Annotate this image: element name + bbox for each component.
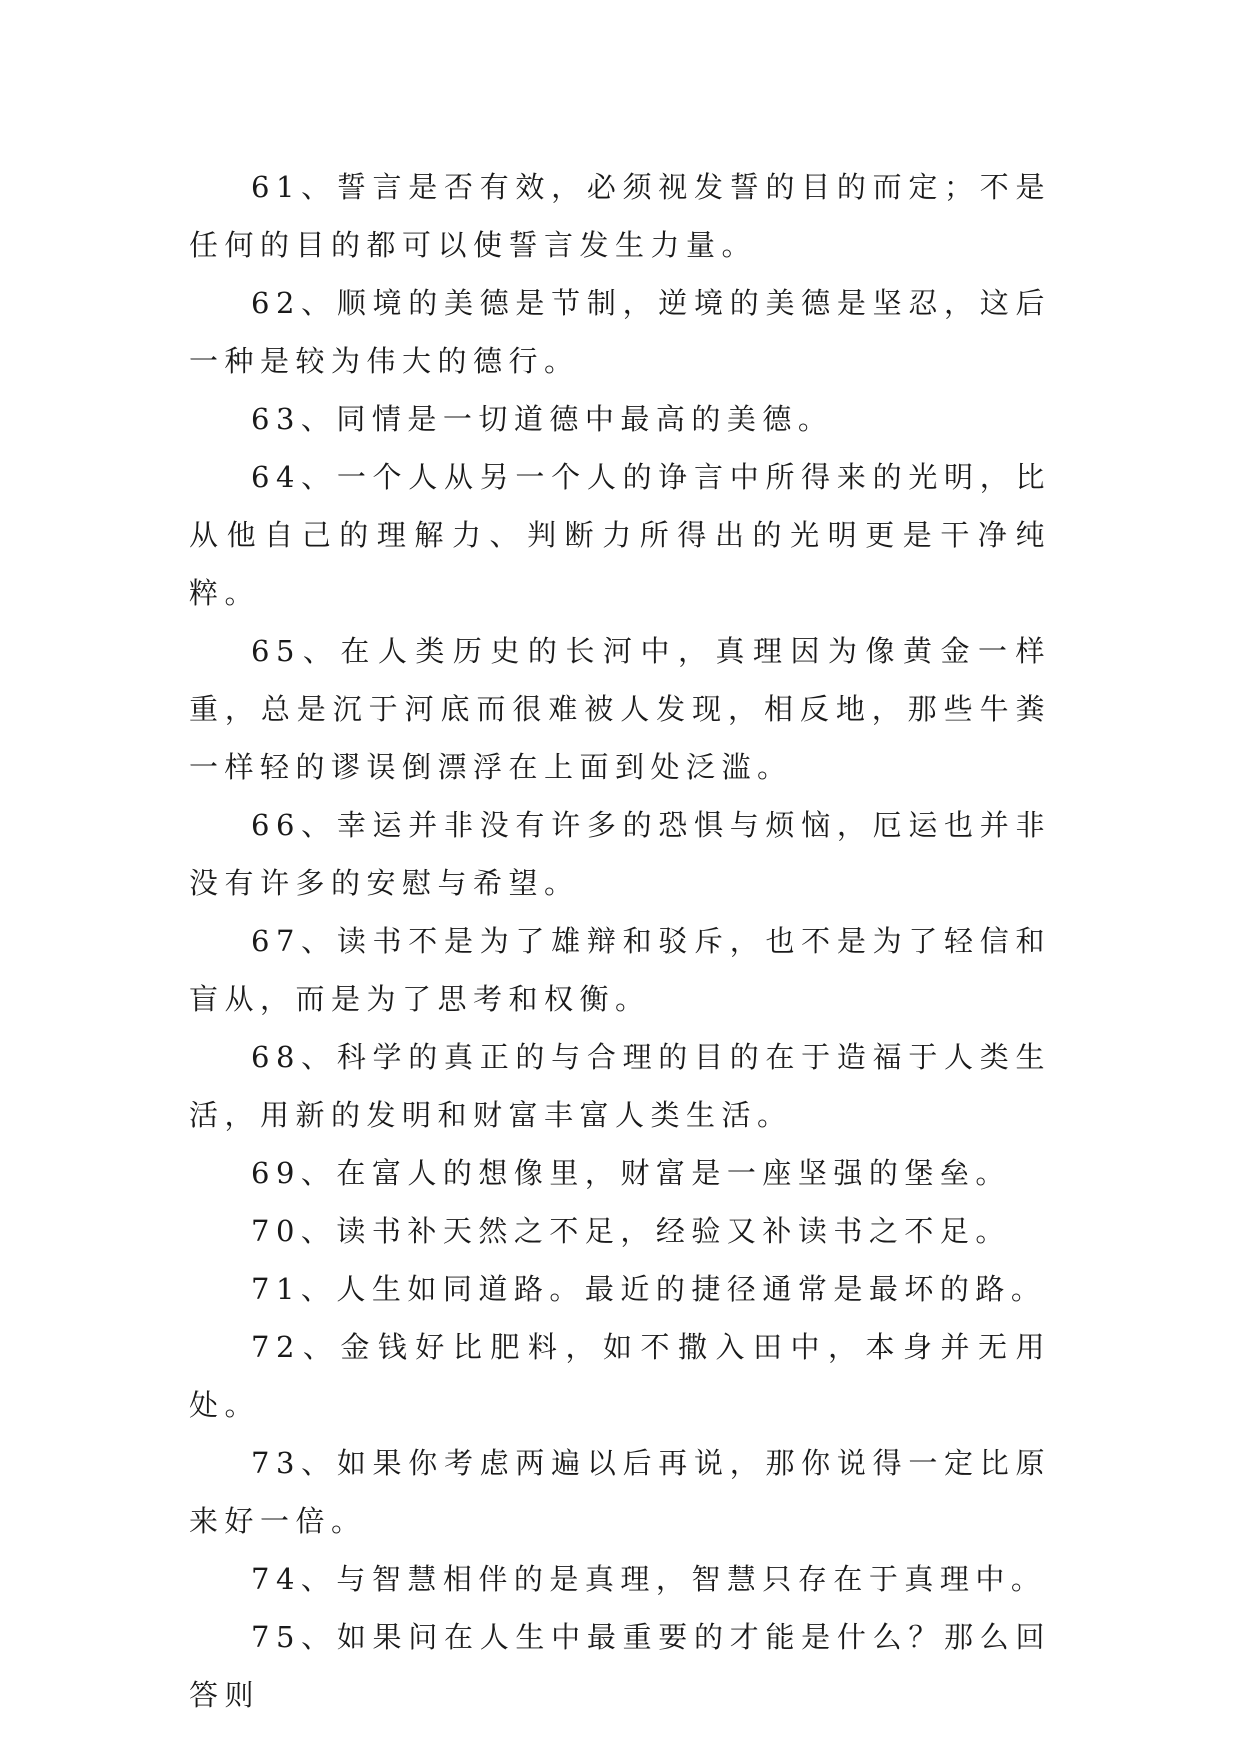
paragraph-62: 62、顺境的美德是节制，逆境的美德是坚忍，这后一种是较为伟大的德行。 bbox=[189, 286, 1051, 378]
paragraph-61: 61、誓言是否有效，必须视发誓的目的而定；不是任何的目的都可以使誓言发生力量。 bbox=[189, 170, 1051, 262]
paragraph-73: 73、如果你考虑两遍以后再说，那你说得一定比原来好一倍。 bbox=[189, 1446, 1051, 1538]
paragraph-63: 63、同情是一切道德中最高的美德。 bbox=[251, 402, 834, 436]
paragraph-70: 70、读书补天然之不足，经验又补读书之不足。 bbox=[251, 1214, 1011, 1248]
paragraph-64: 64、一个人从另一个人的诤言中所得来的光明，比从他自己的理解力、判断力所得出的光明更是干净纯粹。 bbox=[189, 460, 1051, 610]
paragraph-65: 65、在人类历史的长河中，真理因为像黄金一样重，总是沉于河底而很难被人发现，相反地，那些牛粪一样轻的谬误倒漂浮在上面到处泛滥。 bbox=[189, 634, 1051, 784]
document-body bbox=[189, 158, 1051, 1724]
paragraph-71: 71、人生如同道路。最近的捷径通常是最坏的路。 bbox=[251, 1272, 1047, 1306]
paragraph-69: 69、在富人的想像里，财富是一座坚强的堡垒。 bbox=[251, 1156, 1011, 1190]
paragraph-68: 68、科学的真正的与合理的目的在于造福于人类生活，用新的发明和财富丰富人类生活。 bbox=[189, 1040, 1051, 1132]
paragraph-74: 74、与智慧相伴的是真理，智慧只存在于真理中。 bbox=[251, 1562, 1047, 1596]
paragraph-72: 72、金钱好比肥料，如不撒入田中，本身并无用处。 bbox=[189, 1330, 1051, 1422]
paragraph-75: 75、如果问在人生中最重要的才能是什么？那么回答则 bbox=[189, 1620, 1051, 1712]
paragraph-67: 67、读书不是为了雄辩和驳斥，也不是为了轻信和盲从，而是为了思考和权衡。 bbox=[189, 924, 1051, 1016]
paragraph-66: 66、幸运并非没有许多的恐惧与烦恼，厄运也并非没有许多的安慰与希望。 bbox=[189, 808, 1051, 900]
